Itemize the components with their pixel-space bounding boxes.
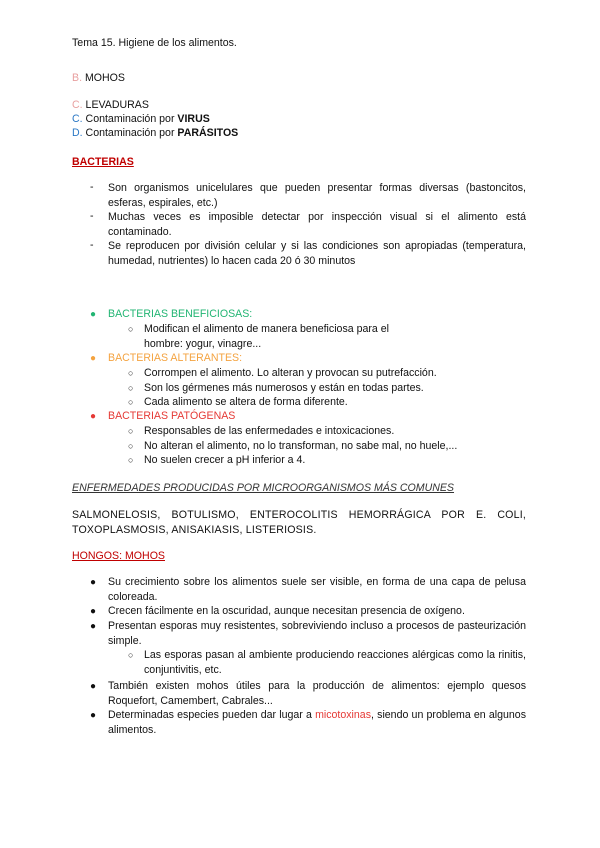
type-sub-item: Cada alimento se altera de forma diferente. bbox=[144, 396, 348, 408]
circle-bullet-icon: ○ bbox=[128, 397, 134, 407]
outline-prefix: C. bbox=[72, 99, 83, 111]
hongos-item-text: Determinadas especies pueden dar lugar a bbox=[108, 709, 316, 721]
outline-text: MOHOS bbox=[84, 72, 125, 84]
bullet-icon: ● bbox=[90, 606, 97, 617]
circle-bullet-icon: ○ bbox=[128, 650, 134, 660]
hongos-item: Crecen fácilmente en la oscuridad, aunque necesitan presencia de oxígeno. bbox=[108, 605, 465, 617]
outline-item-parasitos bbox=[72, 127, 238, 139]
bullet-icon: ● bbox=[90, 621, 97, 632]
outline-bold: PARÁSITOS bbox=[177, 127, 239, 139]
hongos-heading: HONGOS: MOHOS bbox=[72, 550, 165, 562]
hongos-item-micotoxinas bbox=[108, 708, 526, 737]
type-alterantes: BACTERIAS ALTERANTES: bbox=[108, 352, 243, 364]
outline-item-virus bbox=[72, 113, 210, 125]
hongos-item: Su crecimiento sobre los alimentos suele ser visible, en forma de una capa de pelusa coloreada. bbox=[108, 576, 526, 603]
circle-bullet-icon: ○ bbox=[128, 383, 134, 393]
bullet-icon: ● bbox=[90, 353, 97, 364]
type-beneficiosas: BACTERIAS BENEFICIOSAS: bbox=[108, 308, 253, 320]
hongos-item: Presentan esporas muy resistentes, sobreviviendo incluso a procesos de pasteurización simple. bbox=[108, 620, 526, 647]
type-sub-item: Corrompen el alimento. Lo alteran y provocan su putrefacción. bbox=[144, 367, 437, 379]
outline-bold: VIRUS bbox=[177, 113, 210, 125]
bacterias-item: Muchas veces es imposible detectar por inspección visual si el alimento está contaminado. bbox=[108, 211, 526, 238]
enfermedades-list: SALMONELOSIS, BOTULISMO, ENTEROCOLITIS HEMORRÁGICA POR E. COLI, TOXOPLASMOSIS, ANISAKIASIS, LISTERIOSIS. bbox=[72, 509, 526, 536]
type-sub-item: Responsables de las enfermedades e intoxicaciones. bbox=[144, 425, 395, 437]
circle-bullet-icon: ○ bbox=[128, 441, 134, 451]
enfermedades-heading: ENFERMEDADES PRODUCIDAS POR MICROORGANISMOS MÁS COMUNES bbox=[72, 482, 455, 494]
outline-item-mohos bbox=[72, 72, 125, 84]
outline-prefix: C. bbox=[72, 113, 83, 125]
type-sub-item: No suelen crecer a pH inferior a 4. bbox=[144, 454, 306, 466]
circle-bullet-icon: ○ bbox=[128, 455, 134, 465]
bacterias-item: Se reproducen por división celular y si las condiciones son apropiadas (temperatura, humedad, nutrientes) lo hacen cada 20 ó 30 minutos bbox=[108, 240, 526, 267]
bacterias-item: Son organismos unicelulares que pueden presentar formas diversas (bastoncitos, esferas, espirales, etc.) bbox=[108, 182, 526, 209]
hongos-sub-item: Las esporas pasan al ambiente produciendo reacciones alérgicas como la rinitis, conjuntivitis, etc. bbox=[144, 649, 526, 676]
hongos-item: También existen mohos útiles para la producción de alimentos: ejemplo quesos Roquefort, Camembert, Cabrales... bbox=[108, 680, 526, 707]
outline-prefix: D. bbox=[72, 127, 83, 139]
dash-marker: - bbox=[90, 210, 94, 222]
bacterias-heading: BACTERIAS bbox=[72, 156, 134, 168]
outline-prefix: B. bbox=[72, 72, 83, 84]
dash-marker: - bbox=[90, 239, 94, 251]
circle-bullet-icon: ○ bbox=[128, 324, 134, 334]
micotoxinas-highlight: micotoxinas bbox=[315, 709, 371, 721]
outline-text: Contaminación por bbox=[85, 113, 178, 125]
type-patogenas: BACTERIAS PATÓGENAS bbox=[108, 410, 236, 422]
hongos-item-tail: , siendo un problema en algunos alimentos. bbox=[108, 709, 526, 736]
type-sub-item: Son los gérmenes más numerosos y están en todas partes. bbox=[144, 382, 424, 394]
type-sub-item: Modifican el alimento de manera beneficiosa para el hombre: yogur, vinagre... bbox=[144, 323, 389, 350]
type-sub-item: No alteran el alimento, no lo transforman, no sabe mal, no huele,... bbox=[144, 440, 458, 452]
bullet-icon: ● bbox=[90, 309, 97, 320]
dash-marker: - bbox=[90, 181, 94, 193]
bullet-icon: ● bbox=[90, 411, 97, 422]
outline-text: Contaminación por bbox=[85, 127, 178, 139]
page-title: Tema 15. Higiene de los alimentos. bbox=[72, 37, 237, 49]
circle-bullet-icon: ○ bbox=[128, 426, 134, 436]
outline-text: LEVADURAS bbox=[85, 99, 149, 111]
outline-item-levaduras bbox=[72, 99, 149, 111]
circle-bullet-icon: ○ bbox=[128, 368, 134, 378]
bullet-icon: ● bbox=[90, 710, 97, 721]
bullet-icon: ● bbox=[90, 577, 97, 588]
bullet-icon: ● bbox=[90, 681, 97, 692]
